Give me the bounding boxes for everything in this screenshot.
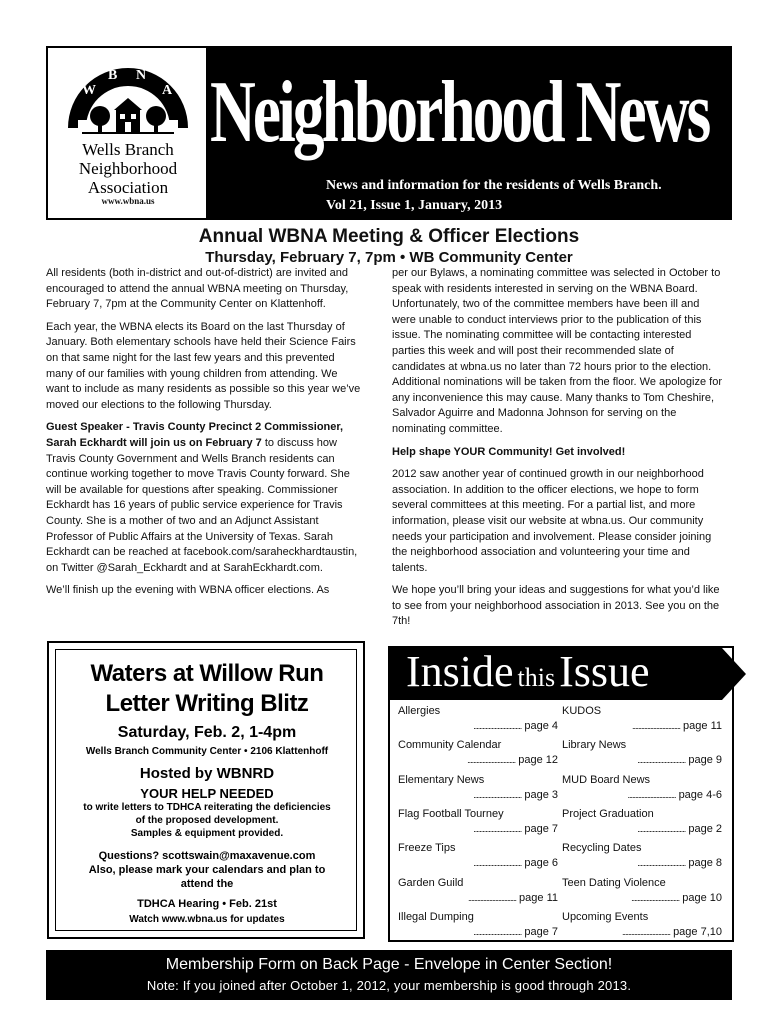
toc-item-page: page 12: [518, 754, 558, 767]
toc-item-page: page 7: [524, 925, 558, 938]
toc-item-label: Project Graduation: [562, 807, 654, 820]
toc-item-page-line: [562, 788, 722, 803]
toc-item-page: page 3: [524, 788, 558, 801]
article-paragraph: We’ll finish up the evening with WBNA officer elections. As: [46, 584, 330, 597]
toc-item[interactable]: [398, 807, 558, 837]
logo-letter-b: B: [108, 68, 118, 83]
masthead-subtitle: News and information for the residents of Wells Branch.: [326, 178, 662, 193]
toc-item-page: page 7: [524, 822, 558, 835]
toc-item-page: page 11: [519, 891, 558, 904]
event-calendar-note: Also, please mark your calendars and plan to: [88, 864, 326, 876]
toc-item-page-line: [398, 788, 558, 803]
toc-item-page: page 10: [682, 891, 722, 904]
toc-leader-dots: ................................: [467, 892, 516, 903]
article-paragraph: All residents (both in-district and out-of-district) are invited and encouraged to attend the annual WBNA meeting on Thursday, February 7, 7pm at the Community Center on Klattenhoff.: [46, 267, 349, 311]
logo-name-line-2: Neighborhood: [78, 159, 178, 178]
event-box-inner: [55, 649, 357, 931]
toc-item-label: Library News: [562, 739, 627, 752]
toc-leader-dots: ................................: [637, 858, 686, 869]
toc-leader-dots: ................................: [473, 789, 522, 800]
toc-leader-dots: ................................: [467, 755, 516, 766]
event-need: YOUR HELP NEEDED: [140, 786, 274, 801]
logo-name-line-3: Association: [87, 178, 169, 197]
toc-item-label: Upcoming Events: [562, 910, 649, 923]
toc-item[interactable]: [562, 910, 722, 940]
toc-leader-dots: ................................: [621, 926, 670, 937]
toc-item[interactable]: [562, 773, 722, 803]
masthead-title: Neighborhood News: [210, 64, 709, 161]
toc-heading: [394, 642, 724, 702]
event-description-1: to write letters to TDHCA reiterating the deficiencies: [83, 802, 331, 813]
toc-item-page: page 8: [688, 857, 722, 870]
event-date: Saturday, Feb. 2, 1-4pm: [117, 724, 297, 741]
logo-letter-a: A: [162, 83, 173, 98]
guest-speaker-intro: Guest Speaker - Travis County Precinct 2 Commissioner, Sarah Eckhardt will join us on February 7: [46, 421, 344, 449]
toc-item-page-line: [398, 719, 558, 734]
logo-name-line-1: Wells Branch: [82, 140, 174, 159]
toc-item-label: Elementary News: [398, 773, 485, 786]
event-description-2: of the proposed development.: [135, 815, 279, 826]
toc-item[interactable]: [562, 841, 722, 871]
toc-item-page-line: [398, 856, 558, 871]
toc-heading-issue: Issue: [559, 647, 650, 696]
logo-house-icon: [58, 58, 198, 148]
toc-item[interactable]: [398, 738, 558, 768]
toc-leader-dots: ................................: [473, 926, 522, 937]
toc-leader-dots: ................................: [473, 721, 522, 731]
event-location: Wells Branch Community Center • 2106 Klattenhoff: [85, 746, 329, 757]
article-paragraph: We hope you’ll bring your ideas and suggestions for what you’d like to see from your neighborhood association in 2013. See you on the 7th!: [392, 584, 720, 628]
toc-item-page-line: [398, 822, 558, 837]
article-paragraph: Each year, the WBNA elects its Board on the last Thursday of January. Both elementary schools have held their Science Fairs on that same night for the last few years and this prevented many of our families with young children from attending. We want to include as many residents as possible so this year we’ve moved our elections to the following Thursday.: [46, 320, 361, 411]
toc-item-page: page 9: [688, 754, 722, 767]
toc-item-label: MUD Board News: [562, 773, 651, 786]
event-updates: Watch www.wbna.us for updates: [129, 914, 285, 925]
toc-leader-dots: ................................: [473, 823, 522, 834]
article-paragraph: per our Bylaws, a nominating committee was selected in October to speak with residents interested in serving on the WBNA Board. Unfortunately, two of the committee members have been ill and were unable to conduct interviews prior to the publication of this issue. The nominating committee will be contacting interested parties this week and will post their recommended slate of candidates at wbna.us no later than 72 hours prior to the election. Additional nominations will be taken from the floor. We apologize for any inconvenience this may cause. Many thanks to Tom Cheshire, Salvador Aguirre and Madonna Johnson for serving on the nominating committee.: [392, 267, 722, 435]
toc-item-label: Flag Football Tourney: [398, 807, 504, 820]
toc-item-label: Illegal Dumping: [398, 910, 474, 923]
toc-item[interactable]: [562, 807, 722, 837]
toc-heading-this: this: [517, 663, 556, 692]
logo-url: www.wbna.us: [101, 196, 155, 206]
article-column-left: [46, 266, 362, 606]
event-description-3: Samples & equipment provided.: [130, 828, 284, 839]
toc-arrow-icon: [722, 648, 746, 700]
toc-item-label: Teen Dating Violence: [562, 876, 666, 889]
article-paragraph: 2012 saw another year of continued growth in our neighborhood association. In addition to the officer elections, we hope to form several committees at this meeting. For a partial list, and more information, please visit our website at wbna.us. Our community needs your participation and involvement. Please consider joining the neighborhood association and volunteering your time and talents.: [392, 468, 712, 574]
toc-item[interactable]: [398, 773, 558, 803]
toc-item-page-line: [562, 925, 722, 940]
event-title-line-2: Letter Writing Blitz: [105, 690, 309, 717]
event-host: Hosted by WBNRD: [139, 765, 275, 782]
toc-item-page-line: [562, 753, 722, 768]
toc-item-page: page 7,10: [673, 925, 722, 938]
toc-leader-dots: ................................: [637, 823, 686, 834]
toc-item-page-line: [398, 925, 558, 940]
toc-item-page: page 2: [688, 822, 722, 835]
toc-item-page-line: [562, 856, 722, 871]
membership-banner: [46, 950, 732, 1000]
toc-item[interactable]: [562, 704, 722, 734]
membership-line-1: Membership Form on Back Page - Envelope in Center Section!: [165, 956, 613, 973]
toc-item-label: KUDOS: [562, 705, 602, 717]
guest-speaker-text: to discuss how Travis County Government and Wells Branch residents can continue working together to move Travis County forward. She will be available for questions after speaking. Commissioner Eckhardt has 16 years of public service experience for Travis County. She is a mother of two and an Adjunct Assistant Professor of Public Affairs at the University of Texas. Sarah Eckhardt can be reached at facebook.com/saraheckhardtaustin, on Twitter @Sarah_Eckhardt and at SarahEckhardt.com.: [46, 436, 358, 574]
article-subhead: Thursday, February 7, 7pm • WB Community Center: [205, 249, 573, 266]
toc-item-label: Community Calendar: [398, 739, 502, 752]
toc-leader-dots: ................................: [637, 755, 686, 766]
toc-leader-dots: ................................: [627, 789, 676, 800]
toc-item-label: Freeze Tips: [398, 842, 456, 855]
article-headline: Annual WBNA Meeting & Officer Elections: [198, 226, 580, 247]
article-paragraph: [46, 420, 362, 576]
wbna-logo: [58, 58, 198, 208]
toc-leader-dots: ................................: [631, 721, 680, 731]
masthead: [210, 38, 726, 188]
toc-item-page-line: [562, 822, 722, 837]
event-questions: Questions? scottswain@maxavenue.com: [98, 850, 316, 862]
toc-leader-dots: ................................: [473, 858, 522, 869]
section-heading: Help shape YOUR Community! Get involved!: [392, 445, 626, 458]
toc-item-page: page 4: [524, 720, 558, 732]
toc-item-page-line: [398, 891, 558, 906]
toc-heading-inside: Inside: [406, 647, 514, 696]
toc-item-page: page 6: [524, 857, 558, 870]
toc-item[interactable]: [398, 876, 558, 906]
masthead-issue: Vol 21, Issue 1, January, 2013: [326, 198, 503, 213]
logo-letter-n: N: [136, 68, 147, 83]
toc-item[interactable]: [562, 738, 722, 768]
toc-item-page-line: [562, 719, 722, 734]
toc-item[interactable]: [398, 841, 558, 871]
toc-item-label: Allergies: [398, 705, 441, 717]
toc-item-page: page 11: [683, 720, 722, 732]
toc-item[interactable]: [398, 704, 558, 734]
membership-line-2: Note: If you joined after October 1, 2012, your membership is good through 2013.: [146, 978, 632, 993]
toc-item-label: Garden Guild: [398, 876, 464, 889]
article-column-right: [392, 266, 726, 637]
event-title-line-1: Waters at Willow Run: [90, 660, 324, 687]
toc-item-page: page 4-6: [678, 788, 722, 801]
event-hearing: TDHCA Hearing • Feb. 21st: [137, 898, 277, 910]
toc-item-page-line: [562, 891, 722, 906]
event-calendar-note-2: attend the: [180, 878, 234, 890]
toc-item-page-line: [398, 753, 558, 768]
toc-item[interactable]: [562, 876, 722, 906]
toc-item[interactable]: [398, 910, 558, 940]
logo-letter-w: W: [82, 83, 96, 98]
toc-leader-dots: ................................: [631, 892, 680, 903]
toc-item-label: Recycling Dates: [562, 842, 642, 855]
